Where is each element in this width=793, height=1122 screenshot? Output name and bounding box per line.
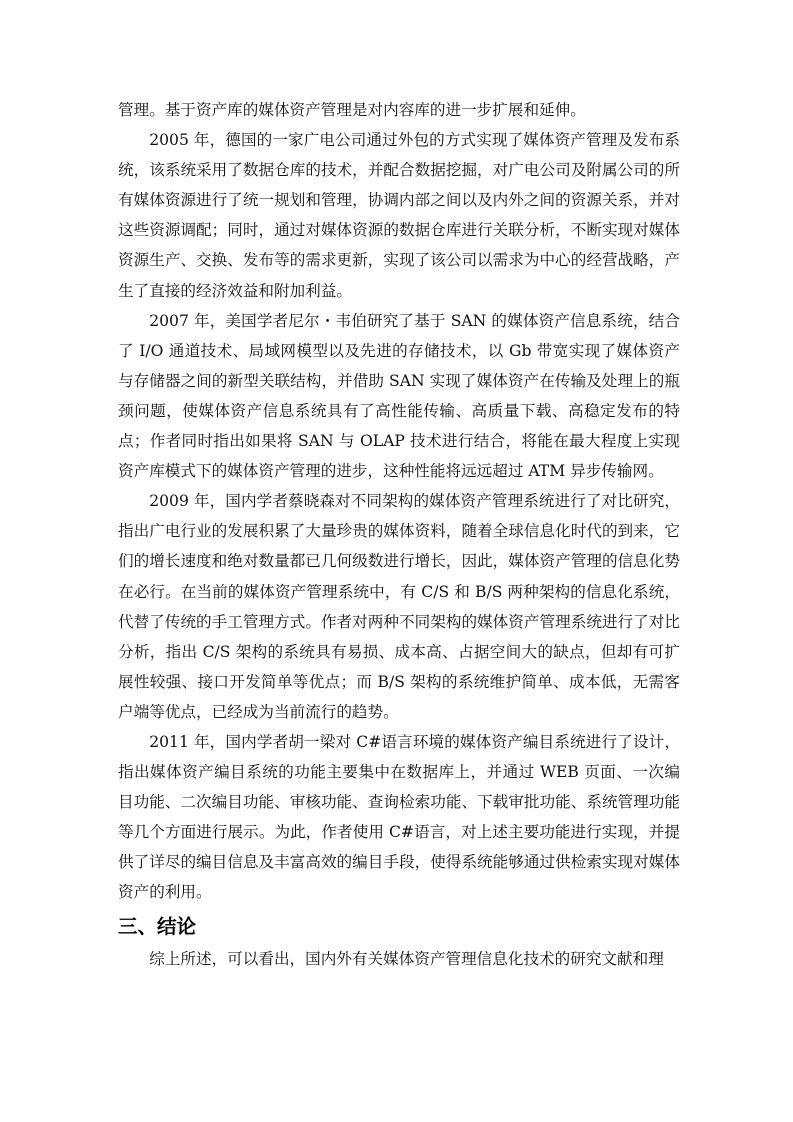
paragraph-2005: 2005 年，德国的一家广电公司通过外包的方式实现了媒体资产管理及发布系统，该系统采用了数据仓库的技术，并配合数据挖掘，对广电公司及附属公司的所有媒体资源进行了统一规划和管理，协调内部之间以及内外之间的资源关系，并对这些资源调配；同时，通过对媒体资源的数据仓库进行关联分析，不断实现对媒体资源生产、交换、发布等的需求更新，实现了该公司以需求为中心的经营战略，产生了直接的经济效益和附加利益。 bbox=[118, 131, 680, 300]
body-text bbox=[118, 95, 680, 974]
paragraph-conclusion: 综上所述，可以看出，国内外有关媒体资产管理信息化技术的研究文献和理 bbox=[149, 949, 664, 968]
paragraph-continuation: 管理。基于资产库的媒体资产管理是对内容库的进一步扩展和延伸。 bbox=[118, 101, 586, 119]
section-heading-conclusion: 三、结论 bbox=[118, 914, 197, 938]
paragraph-2011: 2011 年，国内学者胡一梁对 C#语言环境的媒体资产编目系统进行了设计，指出媒体资产编目系统的功能主要集中在数据库上，并通过 WEB 页面、一次编目功能、二次编目功能、审核功能、查询检索功能、下载审批功能、系统管理功能等几个方面进行展示。为此，作者使用 C#语言，对上述主要功能进行实现，并提供了详尽的编目信息及丰富高效的编目手段，使得系统能够通过供检索实现对媒体资产的利用。 bbox=[118, 732, 680, 902]
paragraph-2007: 2007 年，美国学者尼尔・韦伯研究了基于 SAN 的媒体资产信息系统，结合了 I/O 通道技术、局域网模型以及先进的存储技术，以 Gb 带宽实现了媒体资产与存储器之间的新型关联结构，并借助 SAN 实现了媒体资产在传输及处理上的瓶颈问题，使媒体资产信息系统具有了高性能传输、高质量下载、高稳定发布的特点；作者同时指出如果将 SAN 与 OLAP 技术进行结合，将能在最大程度上实现资产库模式下的媒体资产管理的进步，这种性能将远远超过 ATM 异步传输网。 bbox=[118, 311, 680, 481]
paragraph-2009: 2009 年，国内学者蔡晓森对不同架构的媒体资产管理系统进行了对比研究，指出广电行业的发展积累了大量珍贵的媒体资料，随着全球信息化时代的到来，它们的增长速度和绝对数量都已几何级数进行增长，因此，媒体资产管理的信息化势在必行。在当前的媒体资产管理系统中，有 C/S 和 B/S 两种架构的信息化系统，代替了传统的手工管理方式。作者对两种不同架构的媒体资产管理系统进行了对比分析，指出 C/S 架构的系统具有易损、成本高、占据空间大的缺点，但却有可扩展性较强、接口开发简单等优点；而 B/S 架构的系统维护简单、成本低，无需客户端等优点，已经成为当前流行的趋势。 bbox=[118, 492, 680, 721]
